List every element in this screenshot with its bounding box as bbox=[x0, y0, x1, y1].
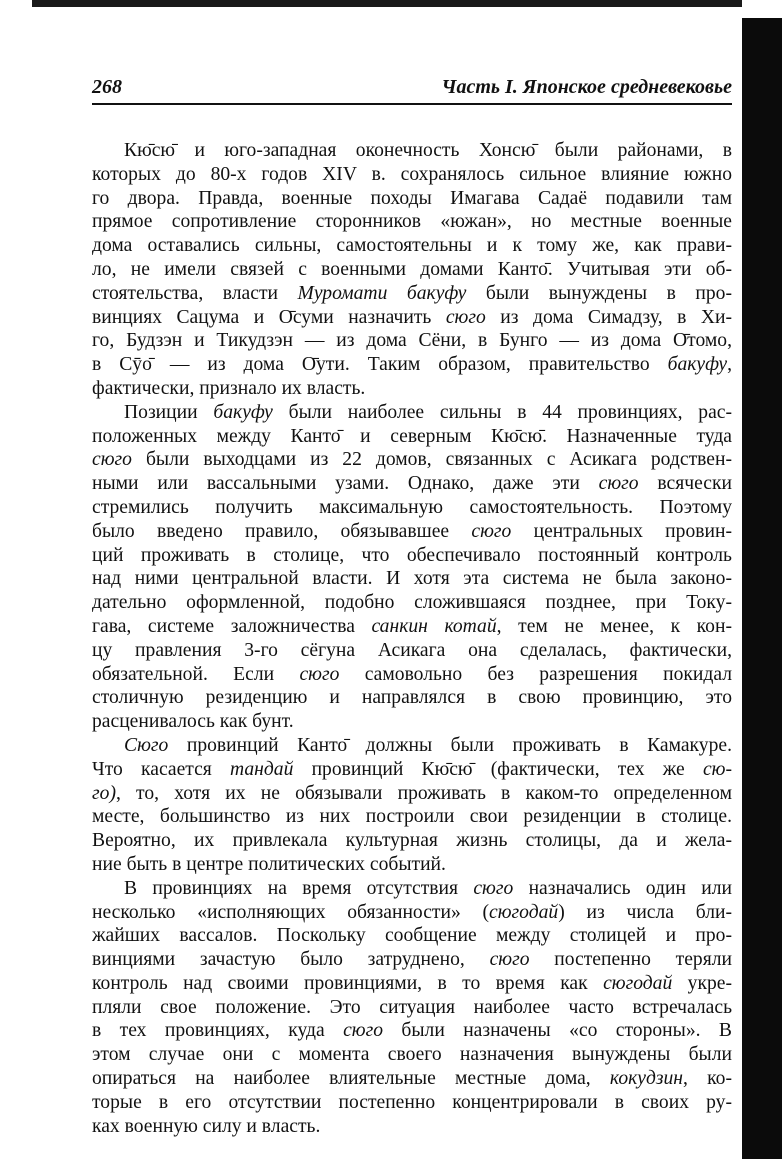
text-line bbox=[92, 329, 732, 353]
text-run: ках военную силу и власть. bbox=[92, 1115, 321, 1137]
header-rule bbox=[92, 103, 732, 105]
text-run: торые в его отсутствии постепенно концентрировали в своих ру- bbox=[92, 1091, 732, 1113]
text-run: стремились получить максимальную самостоятельность. Поэтому bbox=[92, 496, 732, 518]
text-run: ными или вассальными узами. Однако, даже эти bbox=[92, 473, 599, 495]
text-run: ) из числа бли- bbox=[558, 901, 732, 923]
text-run: винциями зачастую было затруднено, bbox=[92, 949, 490, 971]
text-line bbox=[92, 1091, 732, 1115]
text-run: , тем не менее, к кон- bbox=[496, 615, 732, 637]
text-run: контроль над своими провинциями, в то время как bbox=[92, 972, 604, 994]
text-line bbox=[92, 829, 732, 853]
text-line bbox=[92, 782, 732, 806]
text-run: жайших вассалов. Поскольку сообщение между столицей и про- bbox=[92, 925, 732, 947]
text-run: провинций Канто̄ должны были проживать в Камакуре. bbox=[168, 734, 732, 756]
running-title: Часть I. Японское средневековье bbox=[441, 76, 732, 98]
text-run: фактически, признало их власть. bbox=[92, 377, 366, 399]
text-run: назначались один или bbox=[513, 877, 732, 899]
text-run: месте, большинство из них построили свои резиденции в столице. bbox=[92, 806, 732, 828]
text-run: обязательной. Если bbox=[92, 663, 300, 685]
italic-term: го) bbox=[92, 782, 116, 804]
italic-term: сю- bbox=[702, 758, 732, 780]
text-line bbox=[92, 353, 732, 377]
page-header bbox=[92, 74, 732, 104]
italic-term: сюго bbox=[473, 877, 514, 899]
text-run: В провинциях на время отсутствия bbox=[124, 877, 474, 899]
italic-term: Муромати бакуфу bbox=[297, 282, 467, 304]
body-text bbox=[92, 139, 732, 1154]
text-run: Позиции bbox=[124, 401, 214, 423]
text-run: было введено правило, обязывавшее bbox=[92, 520, 472, 542]
paragraph bbox=[92, 139, 732, 401]
text-line bbox=[92, 425, 732, 449]
italic-term: Сюго bbox=[124, 734, 169, 756]
text-run: были вынуждены в про- bbox=[466, 282, 732, 304]
text-line bbox=[92, 258, 732, 282]
text-line bbox=[92, 187, 732, 211]
text-line bbox=[92, 567, 732, 591]
text-run: ло, не имели связей с военными домами Канто̄. Учитывая эти об- bbox=[92, 258, 732, 280]
paragraph bbox=[92, 877, 732, 1139]
text-line bbox=[92, 639, 732, 663]
text-line bbox=[92, 805, 732, 829]
text-run: в Сӯо̄ — из дома О̄ути. Таким образом, правительство bbox=[92, 354, 668, 376]
text-run: были наиболее сильны в 44 провинциях, рас- bbox=[272, 401, 732, 423]
text-run: Вероятно, их привлекала культурная жизнь столицы, да и жела- bbox=[92, 830, 732, 852]
italic-term: тандай bbox=[229, 758, 294, 780]
text-line bbox=[92, 1043, 732, 1067]
text-run: , ко- bbox=[683, 1068, 732, 1090]
text-line bbox=[92, 1067, 732, 1091]
text-run: цу правления 3-го сёгуна Асикага она сделалась, фактически, bbox=[92, 639, 732, 661]
text-run: положенных между Канто̄ и северным Кю̄сю̄. Назначенные туда bbox=[92, 425, 732, 447]
text-line bbox=[92, 282, 732, 306]
text-run: центральных провин- bbox=[511, 520, 732, 542]
text-line bbox=[92, 615, 732, 639]
italic-term: сюгодай bbox=[603, 972, 673, 994]
text-run: расценивалось как бунт. bbox=[92, 711, 294, 733]
text-run: над ними центральной власти. И хотя эта система не была законо- bbox=[92, 568, 732, 590]
text-line bbox=[92, 710, 732, 734]
paragraph bbox=[92, 401, 732, 734]
text-run: , то, хотя их не обязывали проживать в каком-то определенном bbox=[115, 782, 732, 804]
text-run: опираться на наиболее влиятельные местные дома, bbox=[92, 1068, 610, 1090]
text-line bbox=[92, 210, 732, 234]
text-run: го, Будзэн и Тикудзэн — из дома Сёни, в Бунго — из дома О̄томо, bbox=[92, 330, 732, 352]
text-line bbox=[92, 972, 732, 996]
text-run: дома оставались сильны, самостоятельны и к тому же, как прави- bbox=[92, 235, 732, 257]
italic-term: сюго bbox=[598, 473, 639, 495]
text-line bbox=[92, 139, 732, 163]
text-line bbox=[92, 448, 732, 472]
text-run: столичную резиденцию и направлялся в свою провинцию, это bbox=[92, 687, 732, 709]
text-line bbox=[92, 306, 732, 330]
text-line bbox=[92, 948, 732, 972]
text-run: этом случае они с момента своего назначения вынуждены были bbox=[92, 1044, 732, 1066]
italic-term: сюго bbox=[92, 449, 132, 471]
text-run: Кю̄сю̄ и юго-западная оконечность Хонсю̄ были районами, в bbox=[124, 140, 732, 161]
text-run: ние быть в центре политических событий. bbox=[92, 853, 446, 875]
text-line bbox=[92, 472, 732, 496]
text-run: из дома Симадзу, в Хи- bbox=[485, 306, 732, 328]
top-scan-edge bbox=[32, 0, 742, 7]
text-run: несколько «исполняющих обязанности» ( bbox=[92, 901, 490, 923]
text-line bbox=[92, 544, 732, 568]
paragraph bbox=[92, 734, 732, 877]
text-run: укре- bbox=[672, 972, 732, 994]
text-run: го двора. Правда, военные походы Имагава Садаё подавили там bbox=[92, 187, 732, 209]
italic-term: сюго bbox=[343, 1020, 384, 1042]
text-line bbox=[92, 686, 732, 710]
text-line bbox=[92, 853, 732, 877]
text-run: были выходцами из 22 домов, связанных с Асикага родствен- bbox=[131, 449, 732, 471]
text-line bbox=[92, 591, 732, 615]
italic-term: сюго bbox=[445, 306, 486, 328]
italic-term: сюго bbox=[299, 663, 340, 685]
italic-term: сюго bbox=[489, 949, 530, 971]
text-run: которых до 80-х годов XIV в. сохранялось сильное влияние южно bbox=[92, 163, 732, 185]
text-run: всячески bbox=[638, 473, 732, 495]
text-line bbox=[92, 663, 732, 687]
italic-term: сюго bbox=[471, 520, 512, 542]
text-line bbox=[92, 734, 732, 758]
text-run: пляли свое положение. Это ситуация наиболее часто встречалась bbox=[92, 996, 732, 1018]
italic-term: бакуфу bbox=[213, 401, 273, 423]
text-line bbox=[92, 901, 732, 925]
text-run: в тех провинциях, куда bbox=[92, 1020, 344, 1042]
italic-term: кокудзин bbox=[609, 1068, 684, 1090]
text-line bbox=[92, 1019, 732, 1043]
text-run: гава, системе заложничества bbox=[92, 615, 372, 637]
text-run: прямое сопротивление сторонников «южан», но местные военные bbox=[92, 211, 732, 233]
text-line bbox=[92, 234, 732, 258]
text-line bbox=[92, 1115, 732, 1139]
text-line bbox=[92, 163, 732, 187]
italic-term: бакуфу bbox=[667, 354, 728, 376]
text-run: стоятельства, власти bbox=[92, 282, 298, 304]
text-line bbox=[92, 996, 732, 1020]
text-run: постепенно теряли bbox=[529, 949, 732, 971]
text-line bbox=[92, 520, 732, 544]
text-run: ций проживать в столице, что обеспечивало постоянный контроль bbox=[92, 544, 732, 566]
text-run: самовольно без разрешения покидал bbox=[339, 663, 732, 685]
text-line bbox=[92, 758, 732, 782]
italic-term: санкин котай bbox=[371, 615, 497, 637]
italic-term: сюгодай bbox=[489, 901, 559, 923]
page-number: 268 bbox=[92, 76, 122, 98]
text-line bbox=[92, 377, 732, 401]
text-run: Что касается bbox=[92, 758, 230, 780]
text-line bbox=[92, 877, 732, 901]
text-run: винциях Сацума и О̄суми назначить bbox=[92, 306, 446, 328]
text-line bbox=[92, 496, 732, 520]
right-scan-shadow bbox=[742, 18, 782, 1159]
text-run: дательно оформленной, подобно сложившаяся позднее, при Току- bbox=[92, 592, 732, 614]
text-line bbox=[92, 924, 732, 948]
text-run: , bbox=[727, 354, 732, 376]
text-run: провинций Кю̄сю̄ (фактически, тех же bbox=[293, 758, 703, 780]
text-run: были назначены «со стороны». В bbox=[383, 1020, 732, 1042]
text-line bbox=[92, 401, 732, 425]
